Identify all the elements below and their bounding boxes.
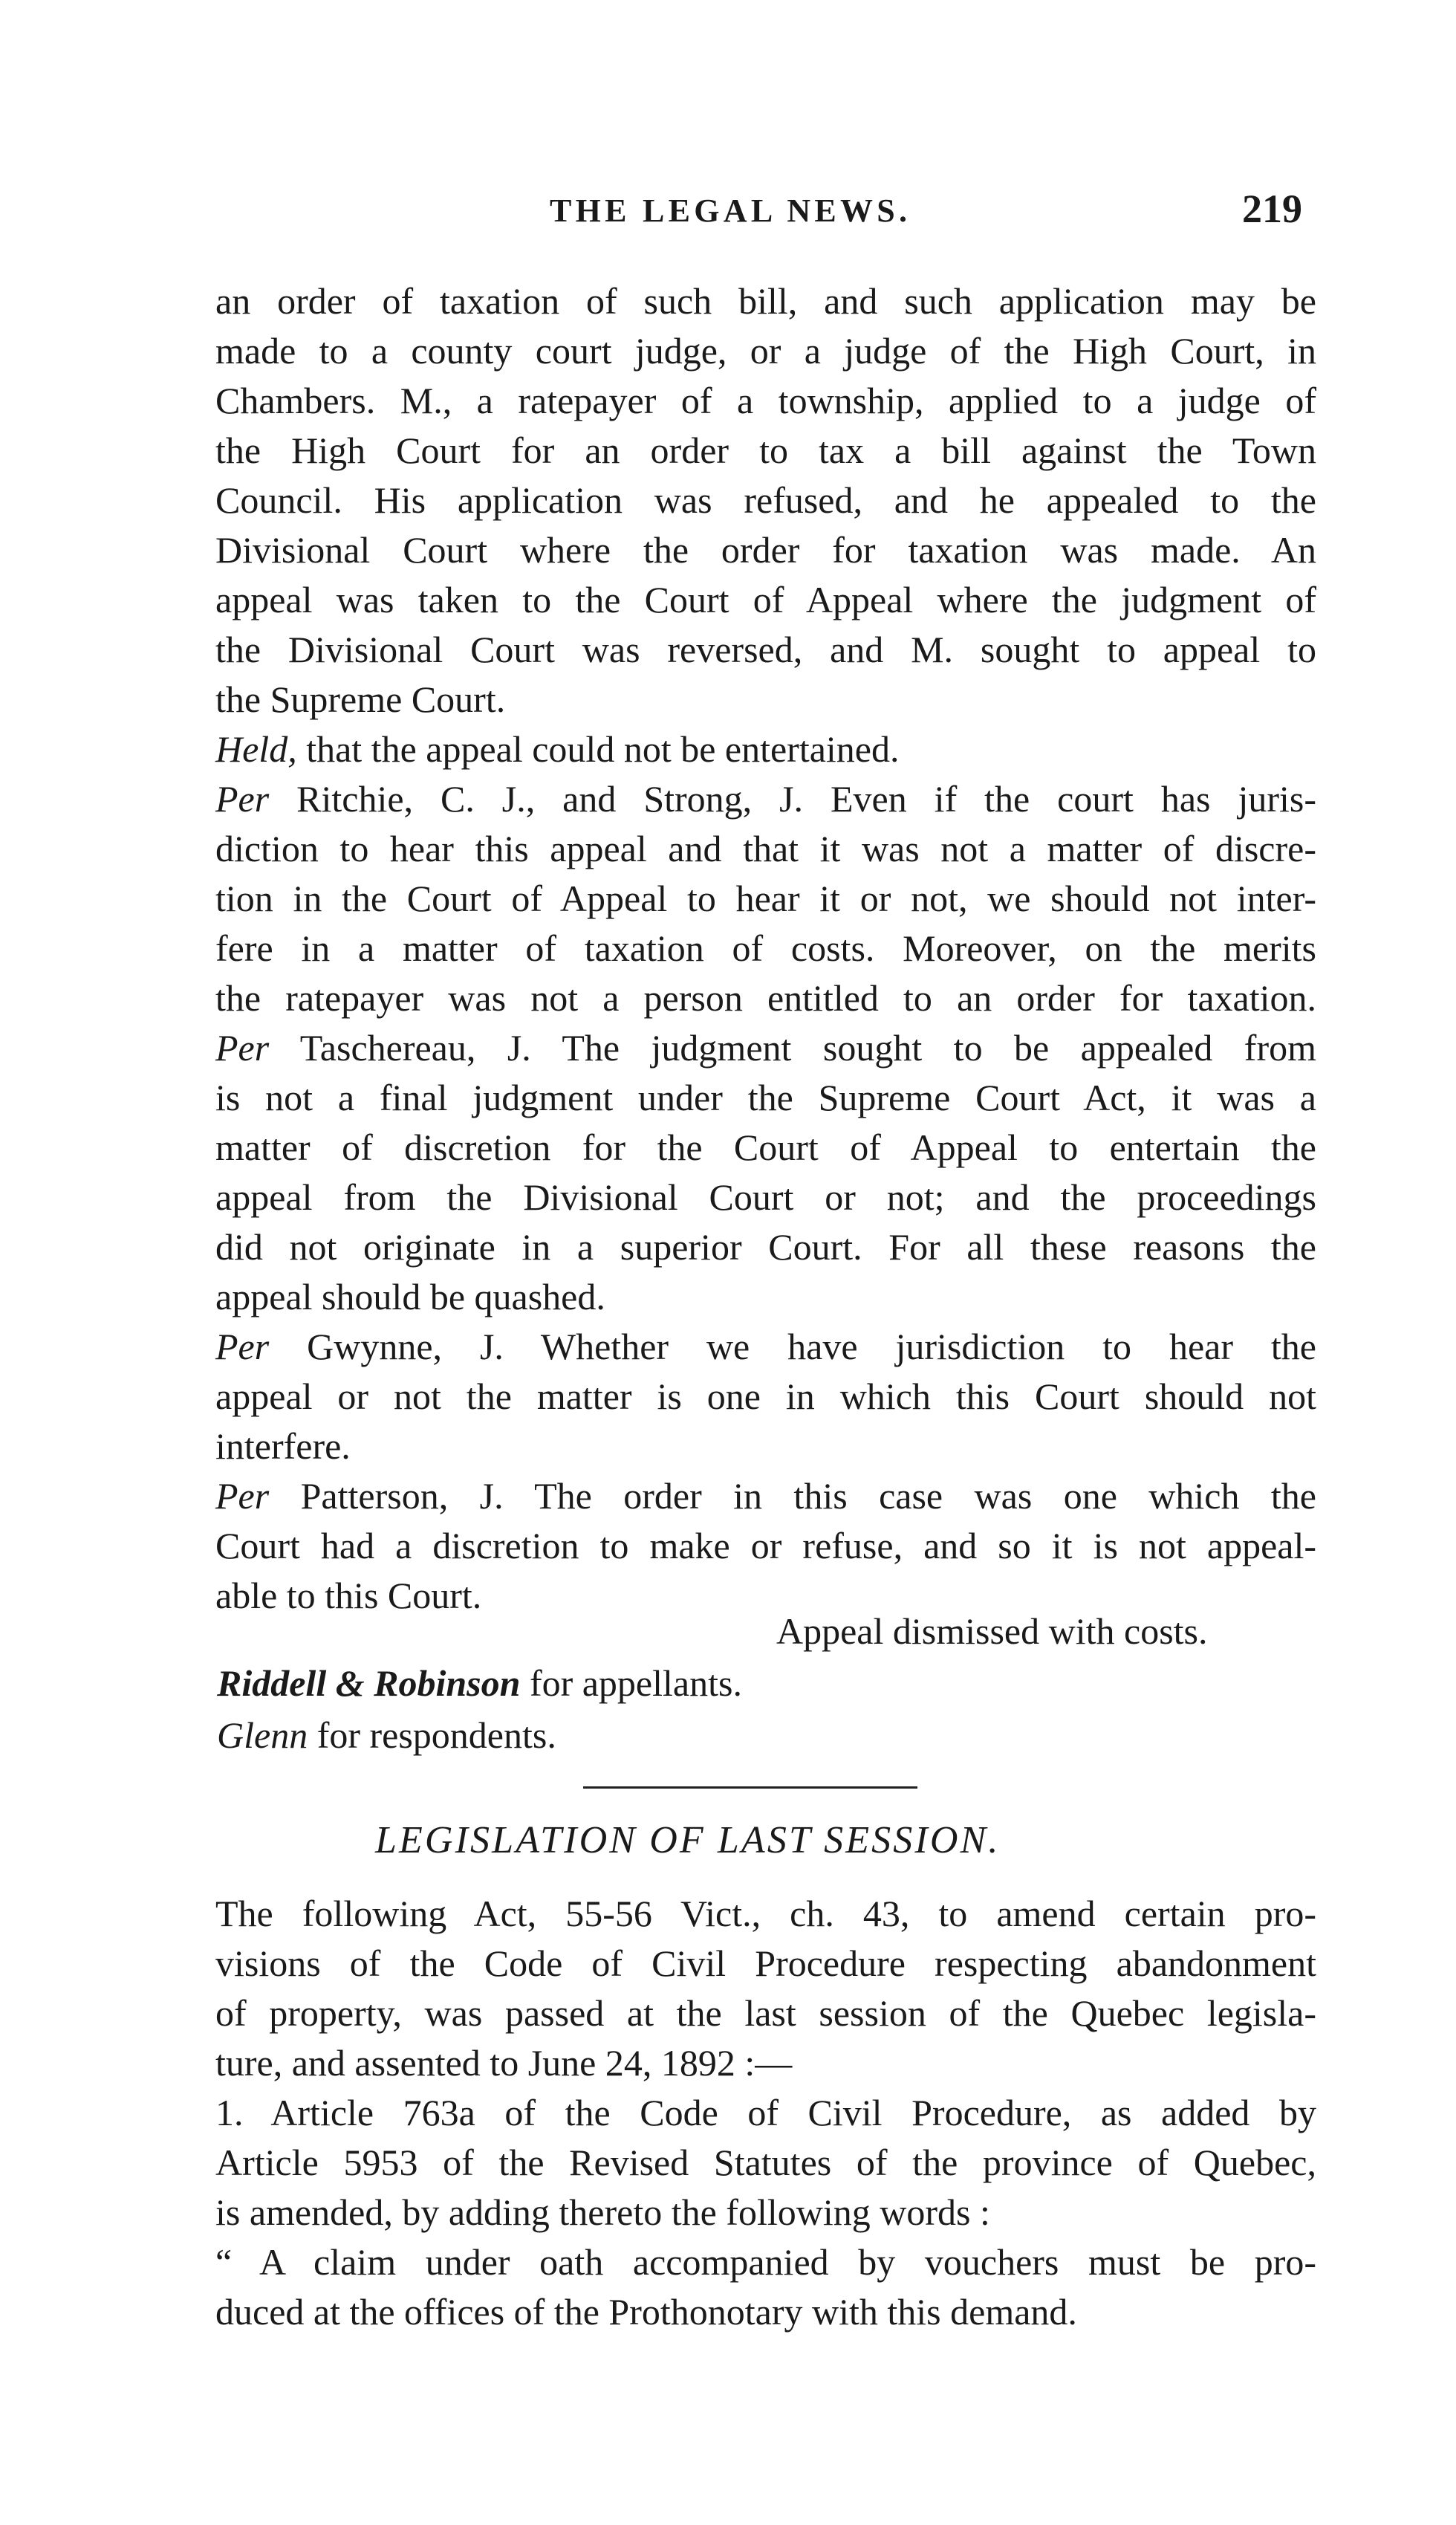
body-line: matter of discretion for the Court of Appeal to entertain the bbox=[215, 1127, 1316, 1168]
body-line: the Divisional Court was reversed, and M. sought to appeal to bbox=[215, 629, 1316, 670]
counsel-names: Riddell & Robinson bbox=[217, 1662, 521, 1704]
opinion-text: Taschereau, J. The judgment sought to be appealed from bbox=[269, 1027, 1316, 1069]
body-line: able to this Court. bbox=[215, 1575, 482, 1616]
body-line: duced at the offices of the Prothonotary with this demand. bbox=[215, 2291, 1077, 2333]
held-label: Held, bbox=[215, 728, 297, 770]
body-line: is amended, by adding thereto the following words : bbox=[215, 2191, 990, 2233]
counsel-role: for appellants. bbox=[520, 1662, 742, 1704]
section-rule bbox=[583, 1786, 917, 1789]
opinion-first-line bbox=[215, 1022, 1316, 1074]
body-line: Divisional Court where the order for taxation was made. An bbox=[215, 529, 1316, 571]
body-line: appeal should be quashed. bbox=[215, 1276, 605, 1317]
body-line: did not originate in a superior Court. For all these reasons the bbox=[215, 1226, 1316, 1268]
body-line: an order of taxation of such bill, and such application may be bbox=[215, 280, 1316, 322]
disposition: Appeal dismissed with costs. bbox=[776, 1610, 1208, 1652]
opinion-text: Gwynne, J. Whether we have jurisdiction to hear the bbox=[269, 1326, 1316, 1367]
body-line: the ratepayer was not a person entitled to an order for taxation. bbox=[215, 977, 1316, 1019]
opinion-text: Ritchie, C. J., and Strong, J. Even if the court has juris- bbox=[269, 778, 1316, 820]
counsel-names: Glenn bbox=[217, 1714, 308, 1756]
body-line: diction to hear this appeal and that it was not a matter of discre- bbox=[215, 828, 1316, 869]
held-text: that the appeal could not be entertained. bbox=[296, 728, 900, 770]
opinion-text: Patterson, J. The order in this case was one which the bbox=[269, 1475, 1316, 1517]
per-label: Per bbox=[215, 1475, 270, 1517]
body-line: fere in a matter of taxation of costs. Moreover, on the merits bbox=[215, 927, 1316, 969]
per-label: Per bbox=[215, 1027, 270, 1069]
counsel-respondents bbox=[217, 1709, 1318, 1761]
body-line: The following Act, 55-56 Vict., ch. 43, to amend certain pro- bbox=[215, 1893, 1316, 1934]
body-line: Court had a discretion to make or refuse, and so it is not appeal- bbox=[215, 1525, 1316, 1566]
opinion-first-line bbox=[215, 1470, 1316, 1522]
body-line: appeal or not the matter is one in which this Court should not bbox=[215, 1375, 1316, 1417]
opinion-first-line bbox=[215, 1320, 1316, 1372]
running-title: THE LEGAL NEWS. bbox=[550, 192, 911, 229]
body-line: visions of the Code of Civil Procedure respecting abandonment bbox=[215, 1942, 1316, 1984]
body-line: Council. His application was refused, and he appealed to the bbox=[215, 479, 1316, 521]
body-line: tion in the Court of Appeal to hear it or not, we should not inter- bbox=[215, 878, 1316, 919]
body-line: ture, and assented to June 24, 1892 :— bbox=[215, 2042, 793, 2084]
body-line: interfere. bbox=[215, 1425, 351, 1467]
section-title: LEGISLATION OF LAST SESSION. bbox=[375, 1819, 1001, 1861]
counsel-role: for respondents. bbox=[308, 1714, 556, 1756]
per-label: Per bbox=[215, 778, 270, 820]
body-line: the High Court for an order to tax a bill against the Town bbox=[215, 430, 1316, 471]
body-line: made to a county court judge, or a judge of the High Court, in bbox=[215, 330, 1316, 372]
body-line: Chambers. M., a ratepayer of a township, applied to a judge of bbox=[215, 380, 1316, 421]
body-line: appeal was taken to the Court of Appeal where the judgment of bbox=[215, 579, 1316, 620]
body-line: of property, was passed at the last session of the Quebec legisla- bbox=[215, 1992, 1316, 2034]
body-line: “ A claim under oath accompanied by vouchers must be pro- bbox=[215, 2241, 1316, 2283]
body-line: the Supreme Court. bbox=[215, 678, 506, 720]
body-line: Article 5953 of the Revised Statutes of the province of Quebec, bbox=[215, 2142, 1316, 2183]
page-number: 219 bbox=[1242, 187, 1302, 231]
opinion-first-line bbox=[215, 773, 1316, 825]
body-line: appeal from the Divisional Court or not; and the proceedings bbox=[215, 1176, 1316, 1218]
body-line: is not a final judgment under the Supreme Court Act, it was a bbox=[215, 1077, 1316, 1118]
counsel-appellants bbox=[217, 1657, 1318, 1709]
held-line bbox=[215, 723, 1316, 775]
body-line: 1. Article 763a of the Code of Civil Procedure, as added by bbox=[215, 2092, 1316, 2133]
per-label: Per bbox=[215, 1326, 270, 1367]
